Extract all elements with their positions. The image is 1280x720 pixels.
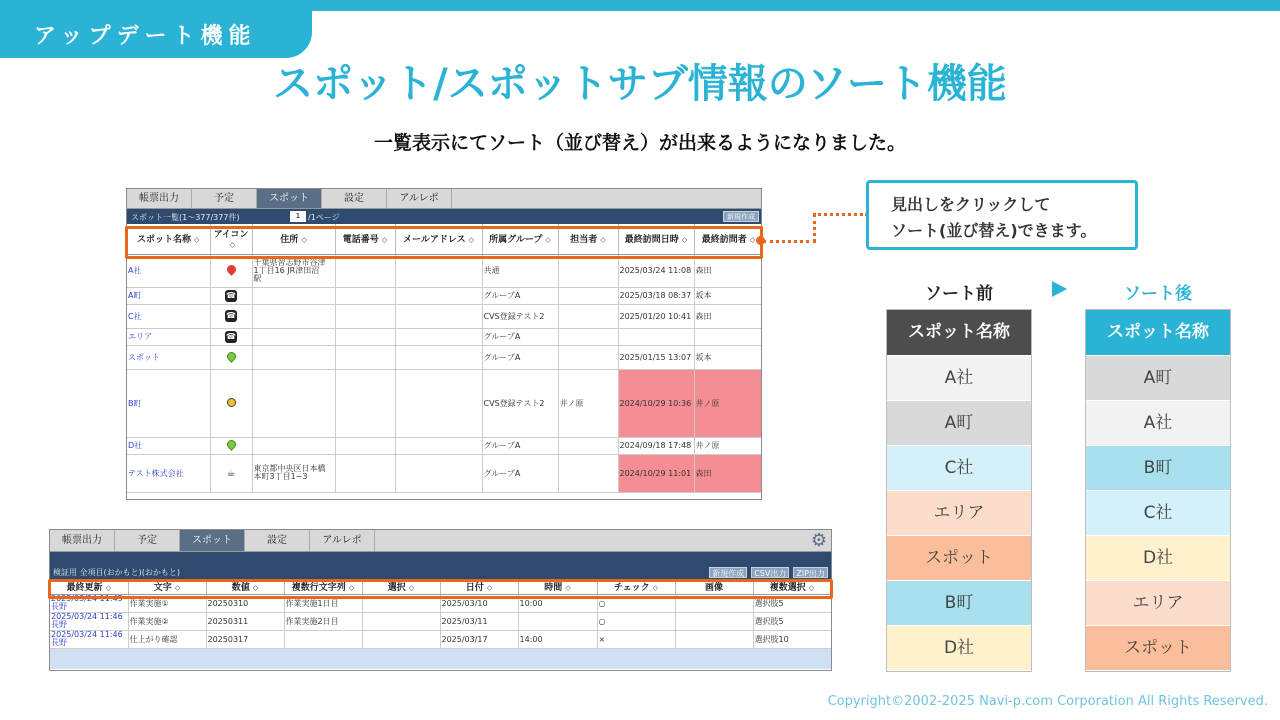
report-app-tabs xyxy=(50,530,831,552)
callout-line-2: ソート(並び替え)できます。 xyxy=(891,221,1097,240)
sort-icon: ◇ xyxy=(652,583,659,592)
column-header-updated[interactable]: 最終更新 ◇ xyxy=(50,579,128,594)
new-record-button[interactable]: 新規作成 xyxy=(709,567,747,578)
column-header-text[interactable]: 文字 ◇ xyxy=(128,579,206,594)
report-action-buttons xyxy=(709,567,828,578)
sort-cell: D社 xyxy=(1086,535,1230,580)
green-pin-icon xyxy=(225,350,238,363)
column-header-time[interactable]: 時間 ◇ xyxy=(518,579,597,594)
tab-spot[interactable]: スポット xyxy=(180,530,245,551)
sort-icon: ◇ xyxy=(808,583,815,592)
spot-icon-cell xyxy=(210,369,252,437)
person-cell xyxy=(558,304,618,328)
email-cell xyxy=(395,287,482,304)
address-cell xyxy=(252,287,335,304)
sort-cell: エリア xyxy=(1086,580,1230,625)
time-cell: 10:00 xyxy=(518,594,597,612)
person-cell xyxy=(558,345,618,369)
spot-list-bar xyxy=(127,209,761,224)
table-row[interactable] xyxy=(127,454,762,492)
callout-box xyxy=(866,180,1138,250)
text-cell: 仕上がり確認 xyxy=(128,630,206,648)
spot-app-tabs xyxy=(127,189,761,209)
spot-icon-cell xyxy=(210,304,252,328)
person-cell: 井ノ原 xyxy=(558,369,618,437)
column-header-last-visit-date[interactable]: 最終訪問日時 ◇ xyxy=(618,224,694,254)
top-accent-bar xyxy=(0,0,1280,11)
sort-after-header: スポット名称 xyxy=(1086,310,1230,355)
column-header-multiline[interactable]: 複数行文字列 ◇ xyxy=(284,579,362,594)
page-subtitle: 一覧表示にてソート（並び替え）が出来るようになりました。 xyxy=(373,132,906,154)
sort-before-label: ソート前 xyxy=(925,284,993,304)
header-highlight-frame xyxy=(48,579,833,599)
person-cell xyxy=(558,437,618,454)
column-header-date[interactable]: 日付 ◇ xyxy=(440,579,518,594)
sort-icon: ◇ xyxy=(681,236,688,245)
multi-select-cell: 選択肢5 xyxy=(753,612,831,630)
phone-cell xyxy=(335,287,395,304)
date-cell: 2025/03/17 xyxy=(440,630,518,648)
report-list-screenshot xyxy=(49,529,832,671)
column-header-number[interactable]: 数値 ◇ xyxy=(206,579,284,594)
sort-icon: ◇ xyxy=(408,583,415,592)
sort-icon: ◇ xyxy=(545,236,551,245)
check-cell: ○ xyxy=(597,612,675,630)
spot-table xyxy=(127,224,762,493)
phone-icon: ☎ xyxy=(226,311,236,320)
last-visit-date-cell xyxy=(618,328,694,345)
connector-line xyxy=(813,213,868,216)
report-table-empty-area xyxy=(50,649,831,669)
email-cell xyxy=(395,328,482,345)
sort-icon: ◇ xyxy=(565,583,571,592)
spot-icon-cell xyxy=(210,328,252,345)
table-row[interactable] xyxy=(127,437,762,454)
column-header-select[interactable]: 選択 ◇ xyxy=(362,579,440,594)
table-row[interactable] xyxy=(127,345,762,369)
play-arrow-icon xyxy=(1052,281,1067,297)
last-visitor-cell: 坂本 xyxy=(694,287,762,304)
sort-icon: ◇ xyxy=(174,583,181,592)
cup-icon: ☕ xyxy=(226,467,236,479)
spot-icon-cell xyxy=(210,437,252,454)
tab-spot[interactable]: スポット xyxy=(257,189,322,208)
email-cell xyxy=(395,454,482,492)
person-cell xyxy=(558,287,618,304)
report-list-bar xyxy=(50,552,831,579)
header-highlight-frame xyxy=(125,226,763,259)
spot-icon-cell xyxy=(210,345,252,369)
multiline-cell xyxy=(284,630,362,648)
check-cell: × xyxy=(597,630,675,648)
phone-cell xyxy=(335,304,395,328)
column-header-email[interactable]: メールアドレス ◇ xyxy=(395,224,482,254)
column-header-address[interactable]: 住所 ◇ xyxy=(252,224,335,254)
tab-alrepo[interactable]: アルレポ xyxy=(310,530,375,551)
copyright: Copyright©2002-2025 Navi-p.com Corporation All Rights Reserved. xyxy=(827,694,1268,709)
column-header-group[interactable]: 所属グループ ◇ xyxy=(482,224,558,254)
sort-icon: ◇ xyxy=(252,583,259,592)
person-cell xyxy=(558,454,618,492)
group-cell: グループA xyxy=(482,345,558,369)
tab-settings[interactable]: 設定 xyxy=(245,530,310,551)
phone-cell xyxy=(335,437,395,454)
date-cell: 2025/03/11 xyxy=(440,612,518,630)
filter-label: 検証用 全項目(おかもと)(おかもと) xyxy=(53,568,181,577)
connector-dot xyxy=(756,236,765,245)
sort-cell: エリア xyxy=(887,490,1031,535)
table-row[interactable] xyxy=(127,287,762,304)
time-cell: 14:00 xyxy=(518,630,597,648)
column-header-phone[interactable]: 電話番号 ◇ xyxy=(335,224,395,254)
address-cell xyxy=(252,345,335,369)
last-visitor-cell: 森田 xyxy=(694,254,762,287)
spot-list-count: スポット一覧(1〜377/377件) xyxy=(131,213,240,222)
text-cell: 作業実施① xyxy=(128,594,206,612)
spot-name-link[interactable]: テスト株式会社 xyxy=(127,454,210,492)
group-cell: グループA xyxy=(482,328,558,345)
updated-cell[interactable]: 2025/03/24 11:46 長野 xyxy=(50,612,128,630)
email-cell xyxy=(395,345,482,369)
image-cell xyxy=(675,630,753,648)
sort-before-column xyxy=(886,309,1032,672)
last-visitor-cell: 森田 xyxy=(694,454,762,492)
table-row[interactable] xyxy=(127,328,762,345)
phone-cell xyxy=(335,454,395,492)
date-cell: 2025/03/10 xyxy=(440,594,518,612)
sort-after-column xyxy=(1085,309,1231,672)
spot-icon-cell xyxy=(210,287,252,304)
address-cell xyxy=(252,369,335,437)
sort-cell: B町 xyxy=(1086,445,1230,490)
address-cell: 千葉県習志野市谷津 1丁目16 JR津田沼 駅 xyxy=(252,254,335,287)
phone-icon: ☎ xyxy=(226,290,236,300)
new-spot-button[interactable]: 新規作成 xyxy=(723,211,759,222)
sort-cell: A町 xyxy=(887,400,1031,445)
last-visit-date-cell: 2024/09/18 17:48 xyxy=(618,437,694,454)
connector-line xyxy=(763,240,816,243)
last-visit-date-cell: 2025/03/24 11:08 xyxy=(618,254,694,287)
spot-icon-cell xyxy=(210,454,252,492)
sort-icon: ◇ xyxy=(194,236,200,245)
time-cell xyxy=(518,612,597,630)
photo-pin-icon xyxy=(227,398,236,407)
last-visitor-cell: 坂本 xyxy=(694,345,762,369)
updated-cell[interactable]: 2025/03/24 11:46 長野 xyxy=(50,630,128,648)
tab-report-output[interactable]: 帳票出力 xyxy=(50,530,115,551)
gear-icon[interactable]: ⚙ xyxy=(810,530,827,551)
zip-export-button[interactable]: ZIP出力 xyxy=(793,567,828,578)
column-header-person[interactable]: 担当者 ◇ xyxy=(558,224,618,254)
sort-icon: ◇ xyxy=(381,236,388,245)
column-header-multi-select[interactable]: 複数選択 ◇ xyxy=(753,579,831,594)
group-cell: グループA xyxy=(482,287,558,304)
last-visit-date-cell: 2025/01/15 13:07 xyxy=(618,345,694,369)
column-header-last-visitor[interactable]: 最終訪問者 ◇ xyxy=(694,224,762,254)
column-header-spot-name[interactable]: スポット名称 ◇ xyxy=(127,224,210,254)
multiline-cell: 作業実施2日目 xyxy=(284,612,362,630)
last-visit-date-cell: 2025/01/20 10:41 xyxy=(618,304,694,328)
spot-name-link[interactable]: エリア xyxy=(127,328,210,345)
sort-icon: ◇ xyxy=(468,236,474,245)
column-header-image: 画像 xyxy=(675,579,753,594)
number-cell: 20250317 xyxy=(206,630,284,648)
page-number-input[interactable]: 1 xyxy=(290,211,306,222)
spot-name-link[interactable]: C社 xyxy=(127,304,210,328)
group-cell: グループA xyxy=(482,437,558,454)
address-cell xyxy=(252,437,335,454)
last-visitor-cell xyxy=(694,328,762,345)
select-cell xyxy=(362,630,440,648)
last-visit-date-cell: 2024/10/29 10:36 xyxy=(618,369,694,437)
sort-cell: A社 xyxy=(887,355,1031,400)
address-cell xyxy=(252,328,335,345)
table-row[interactable] xyxy=(50,612,831,630)
sort-icon: ◇ xyxy=(301,236,307,245)
sort-icon: ◇ xyxy=(486,583,493,592)
last-visitor-cell: 井ノ原 xyxy=(694,437,762,454)
tab-schedule[interactable]: 予定 xyxy=(115,530,180,551)
last-visit-date-cell: 2024/10/29 11:01 xyxy=(618,454,694,492)
phone-cell xyxy=(335,369,395,437)
column-header-icon[interactable]: アイコン ◇ xyxy=(210,224,252,254)
spot-name-link[interactable]: スポット xyxy=(127,345,210,369)
sort-before-header: スポット名称 xyxy=(887,310,1031,355)
sort-icon: ◇ xyxy=(600,236,606,245)
sort-cell: A社 xyxy=(1086,400,1230,445)
spot-name-link[interactable]: B町 xyxy=(127,369,210,437)
tab-alrepo[interactable]: アルレポ xyxy=(387,189,452,208)
red-pin-icon xyxy=(225,263,238,276)
sort-after-label: ソート後 xyxy=(1124,284,1192,304)
sort-cell: C社 xyxy=(887,445,1031,490)
address-cell xyxy=(252,304,335,328)
last-visitor-cell: 井ノ原 xyxy=(694,369,762,437)
multiline-cell: 作業実施1日目 xyxy=(284,594,362,612)
person-cell xyxy=(558,328,618,345)
multi-select-cell: 選択肢10 xyxy=(753,630,831,648)
email-cell xyxy=(395,369,482,437)
sort-icon: ◇ xyxy=(348,583,355,592)
group-cell: CVS登録テスト2 xyxy=(482,369,558,437)
multi-select-cell: 選択肢5 xyxy=(753,594,831,612)
phone-cell xyxy=(335,328,395,345)
number-cell: 20250310 xyxy=(206,594,284,612)
spot-name-link[interactable]: D社 xyxy=(127,437,210,454)
address-cell: 東京都中央区日本橋 本町3丁目1−3 xyxy=(252,454,335,492)
page-suffix: /1ページ xyxy=(308,213,340,222)
table-row[interactable] xyxy=(50,630,831,648)
sort-cell: B町 xyxy=(887,580,1031,625)
email-cell xyxy=(395,437,482,454)
number-cell: 20250311 xyxy=(206,612,284,630)
last-visitor-cell: 森田 xyxy=(694,304,762,328)
sort-cell: スポット xyxy=(887,535,1031,580)
phone-cell xyxy=(335,345,395,369)
sort-icon: ◇ xyxy=(229,241,236,250)
group-cell: CVS登録テスト2 xyxy=(482,304,558,328)
tab-report-output[interactable]: 帳票出力 xyxy=(127,189,192,208)
text-cell: 作業実施② xyxy=(128,612,206,630)
connector-line xyxy=(813,214,816,242)
last-visit-date-cell: 2025/03/18 08:37 xyxy=(618,287,694,304)
sort-cell: D社 xyxy=(887,625,1031,670)
sort-icon: ◇ xyxy=(749,236,756,245)
sort-cell: スポット xyxy=(1086,625,1230,670)
spot-name-link[interactable]: A社 xyxy=(127,254,210,287)
group-cell: 共通 xyxy=(482,254,558,287)
email-cell xyxy=(395,304,482,328)
phone-icon: ☎ xyxy=(226,331,236,341)
tab-settings[interactable]: 設定 xyxy=(322,189,387,208)
green-pin-icon xyxy=(225,438,238,451)
sort-cell: C社 xyxy=(1086,490,1230,535)
spot-name-link[interactable]: A町 xyxy=(127,287,210,304)
group-cell: グループA xyxy=(482,454,558,492)
image-cell xyxy=(675,612,753,630)
sort-icon: ◇ xyxy=(105,583,111,592)
page-title: スポット/スポットサブ情報のソート機能 xyxy=(273,61,1007,107)
select-cell xyxy=(362,612,440,630)
csv-export-button[interactable]: CSV出力 xyxy=(751,567,789,578)
sort-cell: A町 xyxy=(1086,355,1230,400)
section-tag: アップデート機能 xyxy=(0,11,312,58)
table-row[interactable] xyxy=(127,369,762,437)
table-row[interactable] xyxy=(127,304,762,328)
column-header-check[interactable]: チェック ◇ xyxy=(597,579,675,594)
check-cell: ○ xyxy=(597,594,675,612)
updated-cell[interactable]: 2025/03/24 11:45 長野 xyxy=(50,594,128,612)
tab-schedule[interactable]: 予定 xyxy=(192,189,257,208)
callout-line-1: 見出しをクリックして xyxy=(891,195,1051,214)
